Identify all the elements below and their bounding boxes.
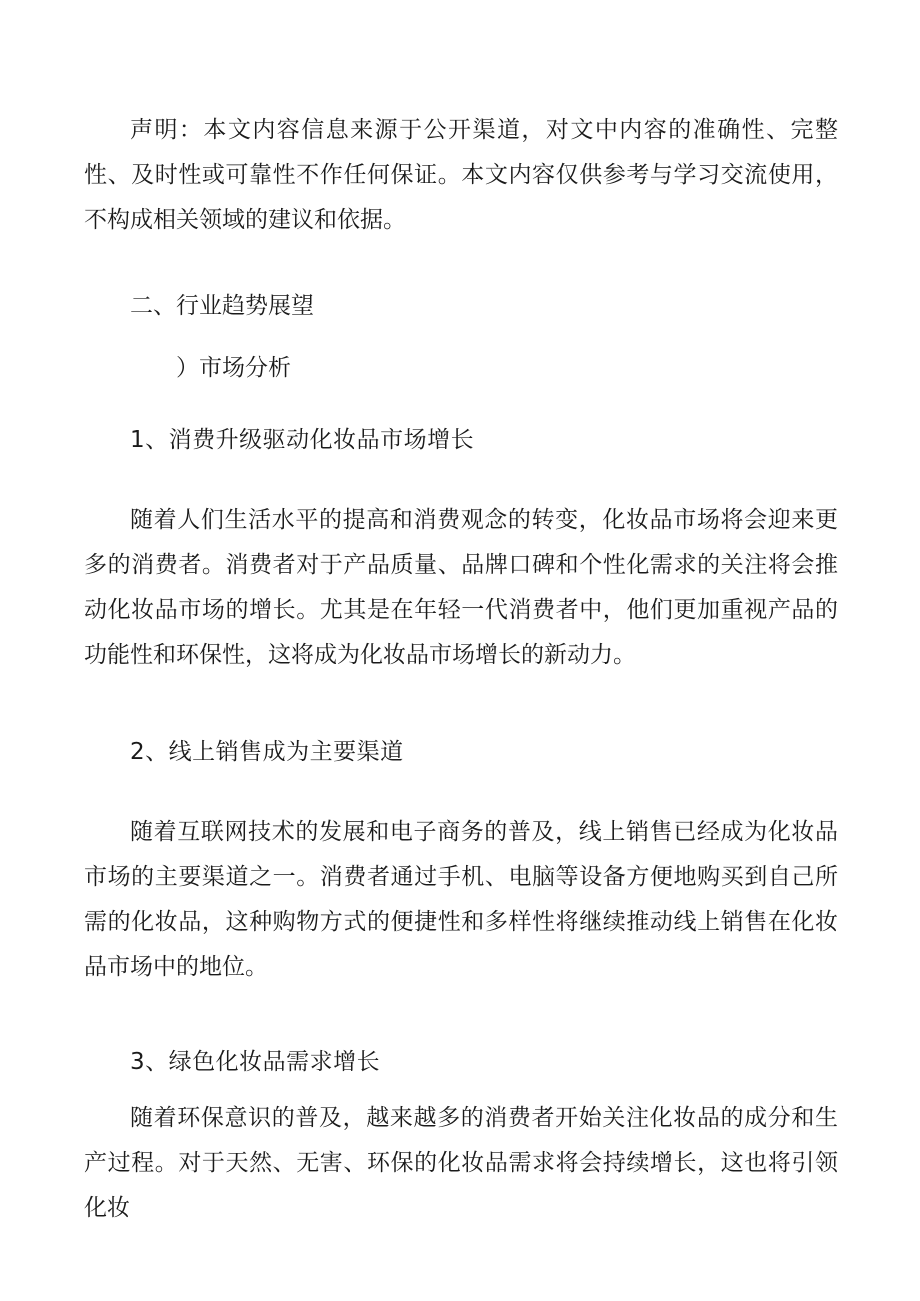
item-1-heading: 1、消费升级驱动化妆品市场增长 [130, 427, 475, 453]
item-3-heading: 3、绿色化妆品需求增长 [130, 1049, 381, 1075]
disclaimer-paragraph: 声明：本文内容信息来源于公开渠道，对文中内容的准确性、完整性、及时性或可靠性不作任何保证。本文内容仅供参考与学习交流使用，不构成相关领域的建议和依据。 [84, 117, 838, 233]
section-title: 二、行业趋势展望 [130, 293, 314, 319]
item-3-body: 随着环保意识的普及，越来越多的消费者开始关注化妆品的成分和生产过程。对于天然、无害、环保的化妆品需求将会持续增长，这也将引领化妆 [84, 1105, 838, 1221]
subsection-title: ）市场分析 [176, 355, 291, 381]
item-2-heading: 2、线上销售成为主要渠道 [130, 739, 404, 765]
item-1-body: 随着人们生活水平的提高和消费观念的转变，化妆品市场将会迎来更多的消费者。消费者对于产品质量、品牌口碑和个性化需求的关注将会推动化妆品市场的增长。尤其是在年轻一代消费者中，他们更加重视产品的功能性和环保性，这将成为化妆品市场增长的新动力。 [84, 507, 838, 668]
item-2-body: 随着互联网技术的发展和电子商务的普及，线上销售已经成为化妆品市场的主要渠道之一。消费者通过手机、电脑等设备方便地购买到自己所需的化妆品，这种购物方式的便捷性和多样性将继续推动线上销售在化妆品市场中的地位。 [84, 819, 838, 980]
